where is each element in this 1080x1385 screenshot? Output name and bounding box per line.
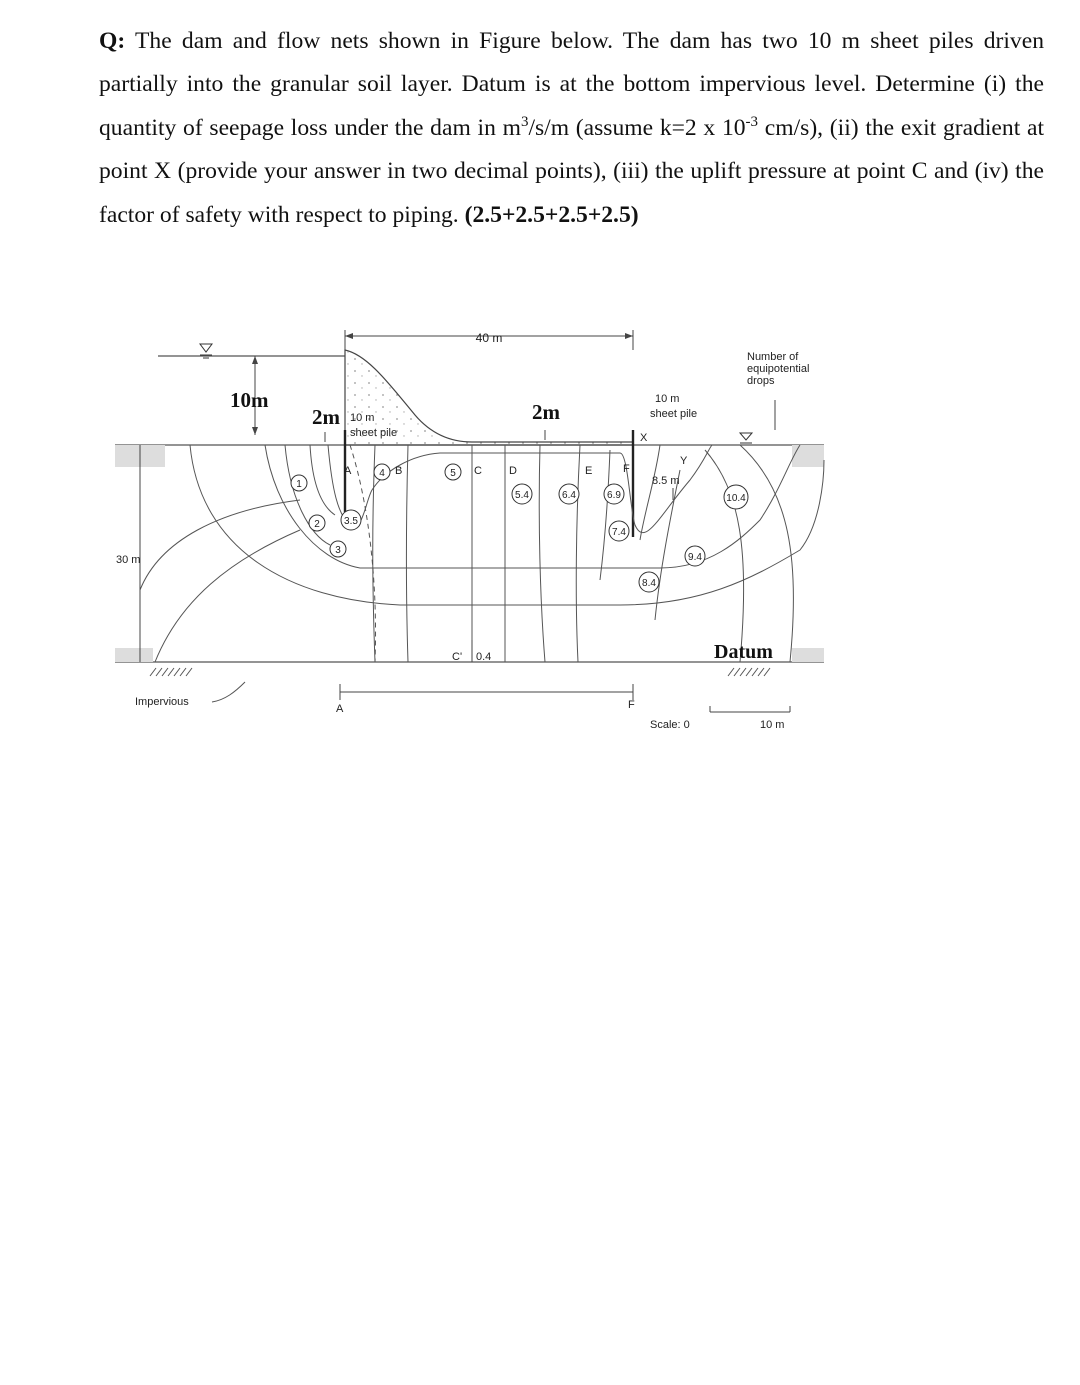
superscript-cubed: 3 xyxy=(520,113,529,130)
scale-label: Scale: 0 xyxy=(650,719,690,731)
drop-6-4: 6.4 xyxy=(562,490,576,501)
point-e: E xyxy=(585,465,593,477)
superscript-exponent: -3 xyxy=(745,113,759,130)
point-a-bottom: A xyxy=(336,703,344,715)
point-f: F xyxy=(623,463,630,475)
drop-5: 5 xyxy=(450,468,456,479)
question-label: Q: xyxy=(99,28,126,54)
legend-line-2: equipotential xyxy=(747,363,810,375)
drop-2: 2 xyxy=(314,519,320,530)
point-x: X xyxy=(640,432,648,444)
drop-4: 4 xyxy=(379,468,385,479)
dim-40m: 40 m xyxy=(475,331,503,345)
drop-9-4: 9.4 xyxy=(688,552,702,563)
point-f-bottom: F xyxy=(628,699,635,711)
point-c: C xyxy=(474,465,482,477)
upstream-gap-label: 2m xyxy=(312,405,340,429)
flow-lines xyxy=(190,445,824,605)
drop-3: 3 xyxy=(335,545,341,556)
point-d: D xyxy=(509,465,517,477)
impervious-label: Impervious xyxy=(135,696,189,708)
point-a: A xyxy=(344,465,352,477)
drop-7-4: 7.4 xyxy=(612,527,626,538)
point-y: Y xyxy=(680,455,688,467)
legend-line-3: drops xyxy=(747,375,775,387)
question-seg2: /s/m (assume k=2 x 10 xyxy=(528,114,746,141)
drop-6-9: 6.9 xyxy=(607,490,621,501)
upstream-head-label: 10m xyxy=(230,388,269,412)
point-b: B xyxy=(395,465,403,477)
y-depth-label: 8.5 m xyxy=(652,475,680,487)
marks-allocation: (2.5+2.5+2.5+2.5) xyxy=(464,201,639,228)
scale-value: 10 m xyxy=(760,719,785,731)
datum-label: Datum xyxy=(714,641,773,663)
question-seg1: The dam and flow nets shown in Figure below. The dam has two 10 m sheet piles driven partially into the granular soil layer. Datum is at the bottom impervious level. Determine (i) the quantity of seepage loss under the dam in m xyxy=(99,28,1044,141)
downstream-pile-label: sheet pile xyxy=(650,408,698,420)
drop-5-4: 5.4 xyxy=(515,490,529,501)
question-text xyxy=(99,20,1044,237)
c-prime-value: 0.4 xyxy=(476,651,492,663)
upstream-pile-length: 10 m xyxy=(350,412,375,424)
drop-3-5: 3.5 xyxy=(344,516,358,527)
question-seg3: cm/s), (ii) the exit gradient at point X (provide your answer in two decimal points), (iii) the uplift pressure at point C and (iv) the factor of safety with respect to piping. xyxy=(99,114,1044,228)
middle-gap-label: 2m xyxy=(532,400,560,424)
dam-flow-net-figure xyxy=(100,320,840,740)
legend-line-1: Number of xyxy=(747,351,799,363)
point-c-prime: C' xyxy=(452,651,463,663)
depth-30m-label: 30 m xyxy=(116,554,141,566)
drop-1: 1 xyxy=(296,479,302,490)
downstream-pile-length: 10 m xyxy=(655,393,680,405)
upstream-pile-label: sheet pile xyxy=(350,427,398,439)
drop-8-4: 8.4 xyxy=(642,578,656,589)
drop-10-4: 10.4 xyxy=(726,493,746,504)
